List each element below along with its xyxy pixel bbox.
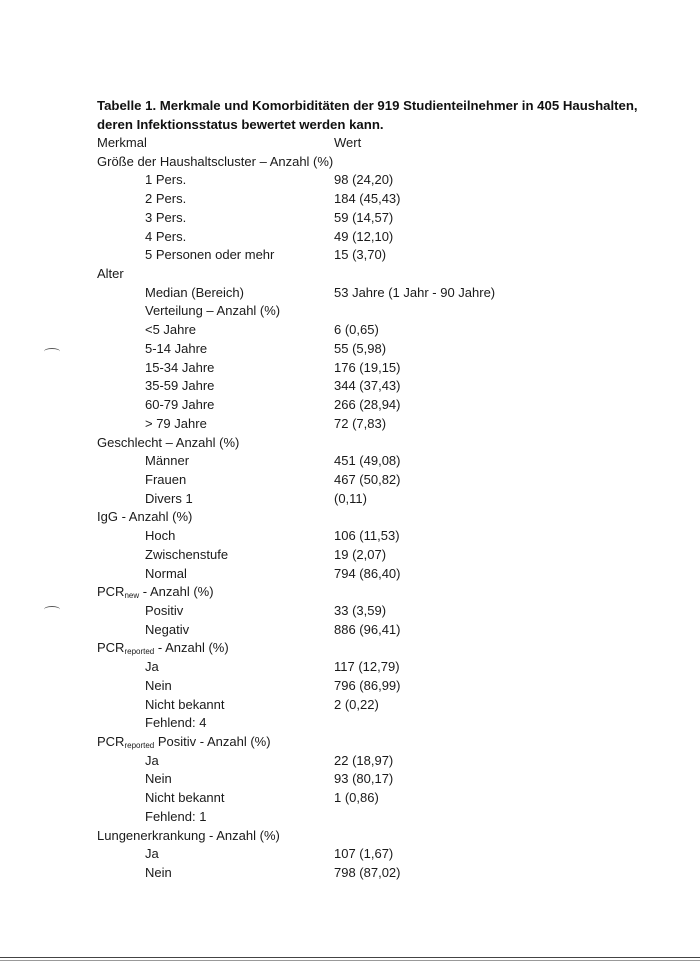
row-label: > 79 Jahre [145, 415, 207, 431]
table-row [0, 321, 700, 340]
row-label-rest: Positiv - Anzahl (%) [154, 734, 271, 749]
row-label: Alter [97, 266, 124, 282]
table-row-section [0, 827, 700, 846]
table-row-section [0, 583, 700, 602]
row-label: Normal [145, 565, 187, 581]
scan-mark [44, 348, 60, 355]
row-label: Frauen [145, 471, 187, 487]
row-value: 266 (28,94) [334, 397, 401, 413]
row-value: 55 (5,98) [334, 340, 387, 356]
characteristics-table [0, 134, 700, 883]
table-row [0, 789, 700, 808]
table-row [0, 190, 700, 209]
row-label: Nein [145, 865, 172, 881]
page-bottom-rule [0, 957, 700, 958]
row-value: 467 (50,82) [334, 471, 401, 487]
row-label: 60-79 Jahre [145, 397, 215, 413]
table-row [0, 565, 700, 584]
table-header-row [0, 134, 700, 153]
table-row-section [0, 153, 700, 172]
table-row [0, 415, 700, 434]
row-label: Ja [145, 659, 159, 675]
row-label: 15-34 Jahre [145, 359, 215, 375]
row-label-sub: new [124, 591, 140, 601]
row-value: 22 (18,97) [334, 752, 394, 768]
row-label [97, 639, 229, 658]
row-value: 6 (0,65) [334, 322, 379, 338]
row-label: Nicht bekannt [145, 696, 225, 712]
row-label [97, 733, 271, 752]
table-row [0, 340, 700, 359]
table-row [0, 171, 700, 190]
row-label-main: PCR [97, 584, 125, 600]
row-value: 176 (19,15) [334, 359, 401, 375]
table-row [0, 527, 700, 546]
table-row [0, 658, 700, 677]
row-label: 1 Pers. [145, 172, 187, 188]
row-label: Nein [145, 771, 172, 787]
row-value: 794 (86,40) [334, 565, 401, 581]
row-label: Divers 1 [145, 490, 193, 506]
table-row [0, 864, 700, 883]
table-row [0, 284, 700, 303]
table-row [0, 471, 700, 490]
table-row [0, 770, 700, 789]
row-value: (0,11) [334, 490, 367, 506]
table-row-section [0, 434, 700, 453]
table-row [0, 808, 700, 827]
row-label: Ja [145, 752, 159, 768]
table-row-section [0, 733, 700, 752]
table-row-section [0, 265, 700, 284]
row-value: 106 (11,53) [334, 528, 400, 544]
row-label-sub: reported [124, 647, 155, 657]
row-label: 5-14 Jahre [145, 340, 208, 356]
table-row [0, 396, 700, 415]
row-label: <5 Jahre [145, 322, 196, 338]
row-value: 2 (0,22) [334, 696, 379, 712]
row-value: 117 (12,79) [334, 659, 400, 675]
row-label-sub: reported [124, 741, 155, 750]
row-value: 93 (80,17) [334, 771, 394, 787]
row-value: 33 (3,59) [334, 602, 387, 618]
table-row [0, 228, 700, 247]
row-value: 19 (2,07) [334, 546, 387, 562]
row-value: 107 (1,67) [334, 846, 394, 862]
table-row [0, 302, 700, 321]
table-row [0, 621, 700, 640]
row-value: 184 (45,43) [334, 191, 401, 207]
row-value: 886 (96,41) [334, 621, 401, 637]
row-label: Ja [145, 846, 159, 862]
row-value: 344 (37,43) [334, 378, 401, 394]
table-row [0, 452, 700, 471]
table-title: Tabelle 1. Merkmale und Komorbiditäten der 919 Studienteilnehmer in 405 Haushalten, deren Infektionsstatus bewertet werden kann. [97, 98, 638, 132]
row-label: Lungenerkrankung - Anzahl (%) [97, 827, 280, 843]
table-row [0, 696, 700, 715]
row-value: 98 (24,20) [334, 172, 394, 188]
row-label: IgG - Anzahl (%) [97, 509, 193, 525]
table-row [0, 845, 700, 864]
row-label: Größe der Haushaltscluster – Anzahl (%) [97, 153, 334, 169]
row-value: 1 (0,86) [334, 790, 379, 806]
row-label: 3 Pers. [145, 209, 187, 225]
row-value: 49 (12,10) [334, 228, 394, 244]
table-row [0, 546, 700, 565]
row-label-main: PCR [97, 734, 125, 749]
row-label-rest: - Anzahl (%) [139, 584, 214, 600]
row-label-rest: - Anzahl (%) [154, 640, 229, 656]
table-row [0, 714, 700, 733]
header-value: Wert [334, 135, 362, 150]
row-label: Fehlend: 4 [145, 715, 207, 731]
row-label: Verteilung – Anzahl (%) [145, 303, 281, 319]
row-label: Negativ [145, 621, 190, 637]
table-row-section [0, 508, 700, 527]
row-label: Fehlend: 1 [145, 808, 207, 824]
table-row [0, 490, 700, 509]
row-label: Männer [145, 453, 190, 469]
row-label: 5 Personen oder mehr [145, 247, 275, 263]
row-label [97, 583, 214, 602]
row-value: 798 (87,02) [334, 865, 401, 881]
row-label: Nein [145, 677, 172, 693]
row-label: Nicht bekannt [145, 790, 225, 806]
row-value: 796 (86,99) [334, 677, 401, 693]
table-row [0, 359, 700, 378]
row-value: 15 (3,70) [334, 247, 387, 263]
header-label: Merkmal [97, 135, 147, 150]
row-value: 72 (7,83) [334, 415, 387, 431]
table-row [0, 246, 700, 265]
row-value: 59 (14,57) [334, 209, 394, 225]
table-row [0, 377, 700, 396]
row-label: Hoch [145, 528, 176, 544]
row-label: 35-59 Jahre [145, 378, 215, 394]
table-row [0, 602, 700, 621]
row-label: Positiv [145, 602, 184, 618]
row-label: 4 Pers. [145, 228, 187, 244]
row-label: Zwischenstufe [145, 546, 229, 562]
row-value: 451 (49,08) [334, 453, 401, 469]
table-row [0, 752, 700, 771]
scan-mark [44, 606, 60, 613]
row-label: 2 Pers. [145, 191, 187, 207]
row-value: 53 Jahre (1 Jahr - 90 Jahre) [334, 284, 496, 300]
table-row [0, 209, 700, 228]
row-label-main: PCR [97, 640, 125, 656]
page-bottom-rule-thin [0, 960, 700, 961]
row-label: Median (Bereich) [145, 284, 244, 300]
table-row-section [0, 639, 700, 658]
row-label: Geschlecht – Anzahl (%) [97, 434, 240, 450]
table-row [0, 677, 700, 696]
